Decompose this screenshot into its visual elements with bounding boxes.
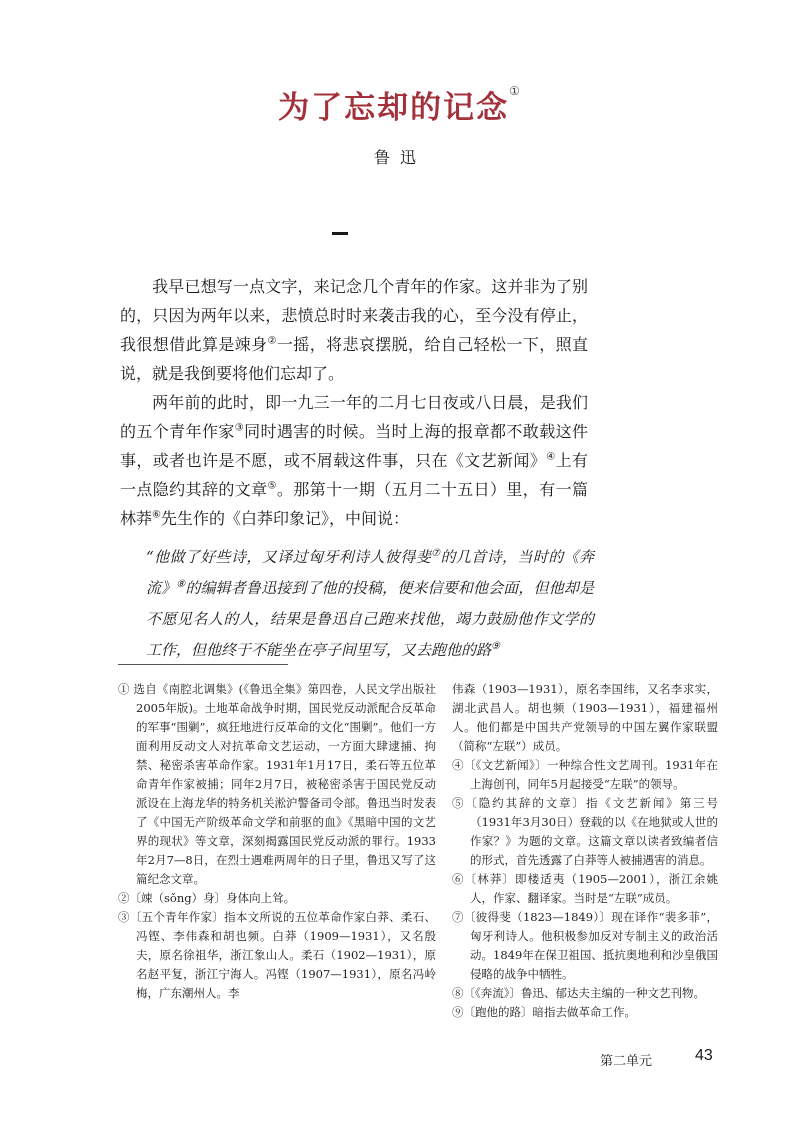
- unit-label: 第二单元: [600, 1054, 653, 1069]
- text-run: 两年前的此时，即一九三一年的二月七日夜或八日晨，是我们的五个青年作家: [120, 393, 588, 441]
- text-run: 我早已想写一点文字，来记念几个青年的作家。这并非为了别的，只因为两年以来，悲愤总时时来袭击我的心，至今没有停止，我很想借此算是竦身: [120, 277, 588, 354]
- footnote-divider: [118, 664, 288, 665]
- footnote: ① 选自《南腔北调集》(《鲁迅全集》第四卷，人民文学出版社 2005年版)。土地革命战争时期，国民党反动派配合反革命的军事“围剿”，疯狂地进行反革命的文化“围剿”。他们一方面利用反动文人对抗革命文艺运动，一方面大肆逮捕、拘禁、秘密杀害革命作家。1931年1月17日，柔石等五位革命青年作家被捕；同年2月7日，被秘密杀害于国民党反动派设在上海龙华的特务机关淞沪警备司令部。鲁迅当时发表了《中国无产阶级革命文学和前驱的血》《黑暗中国的文艺界的现状》等文章，深刻揭露国民党反动派的罪行。1933年2月7—8日，在烈士遇难两周年的日子里，鲁迅又写了这篇纪念文章。: [118, 682, 436, 886]
- footnote: ⑨〔跑他的路〕暗指去做革命工作。: [452, 1005, 636, 1019]
- footnote: ⑥〔林莽〕即楼适夷（1905—2001），浙江余姚人，作家、翻译家。当时是“左联”成员。: [452, 872, 718, 905]
- paragraph-2: [120, 388, 588, 533]
- text-run: 的编辑者鲁迅接到了他的投稿，便来信要和他会面，但他却是不愿见名人的人，结果是鲁迅自己跑来找他，竭力鼓励他作文学的工作，但他终于不能坐在亭子间里写，又去跑他的路: [146, 579, 594, 659]
- footnote: ②〔竦（sǒng）身〕身体向上耸。: [118, 891, 296, 905]
- footnote-mark[interactable]: ④: [546, 451, 556, 463]
- text-run: 先生作的《白莽印象记》，中间说：: [160, 509, 409, 528]
- text-run: 一摇，将悲哀摆脱，给自己轻松一下，照直说，就是我倒要将他们忘却了。: [120, 335, 588, 383]
- page-title: 为了忘却的记念①: [278, 84, 522, 126]
- text-run: 的几首诗，当时的《奔流》: [146, 548, 594, 597]
- paragraph-1: [120, 272, 588, 388]
- footnote: ④〔《文艺新闻》〕一种综合性文艺周刊。1931年在上海创刊，同年5月起接受“左联”的领导。: [452, 758, 718, 791]
- footnote-mark[interactable]: ②: [267, 335, 277, 347]
- footnote: ⑧〔《奔流》〕鲁迅、郁达夫主编的一种文艺刊物。: [452, 986, 705, 1000]
- block-quote: [146, 542, 594, 666]
- footnote-mark[interactable]: ⑤: [267, 480, 277, 492]
- footnote-mark[interactable]: ⑧: [176, 579, 186, 590]
- text-run: 。那第十一期（五月二十五日）里，有一篇林莽: [120, 480, 588, 528]
- footnote-mark[interactable]: ③: [234, 422, 245, 434]
- section-marker: [332, 232, 348, 235]
- footnote-continuation: 伟森（1903—1931），原名李国纬，又名李求实，湖北武昌人。胡也频（1903—1931），福建福州人。他们都是中国共产党领导的中国左翼作家联盟（简称“左联”）成员。: [452, 682, 718, 753]
- footnote: ⑤〔隐约其辞的文章〕指《文艺新闻》第三号（1931年3月30日）登载的以《在地狱或人世的作家？》为题的文章。这篇文章以读者致编者信的形式，首先透露了白莽等人被捕遇害的消息。: [452, 796, 718, 867]
- footnotes-right-column: [452, 680, 718, 1022]
- author: 鲁迅: [373, 148, 426, 167]
- footnote: ⑦〔彼得斐（1823—1849）〕现在译作“裴多菲”，匈牙利诗人。他积极参加反对专制主义的政治活动。1849年在保卫祖国、抵抗奥地利和沙皇俄国侵略的战争中牺牲。: [452, 910, 718, 981]
- page-number: 43: [695, 1047, 713, 1064]
- footnote-mark[interactable]: ⑦: [431, 548, 441, 559]
- footnote-mark[interactable]: ⑥: [152, 509, 161, 521]
- title-footnote-mark[interactable]: ①: [509, 84, 522, 98]
- footnotes-left-column: [118, 680, 436, 1003]
- text-run: “他做了好些诗，又译过匈牙利诗人彼得斐: [146, 548, 432, 566]
- footnote: ③〔五个青年作家〕指本文所说的五位革命作家白莽、柔石、冯铿、李伟森和胡也频。白莽（1909—1931），又名殷夫，原名徐祖华，浙江象山人。柔石（1902—1931），原名赵平复，浙江宁海人。冯铿（1907—1931），原名冯岭梅，广东潮州人。李: [118, 910, 436, 1000]
- text-run: 同时遇害的时候。当时上海的报章都不敢载这件事，或者也许是不愿，或不屑载这件事，只在《文艺新闻》: [120, 422, 588, 470]
- text-run: 上有一点隐约其辞的文章: [120, 451, 588, 499]
- footnote-mark[interactable]: ⑨: [491, 641, 500, 652]
